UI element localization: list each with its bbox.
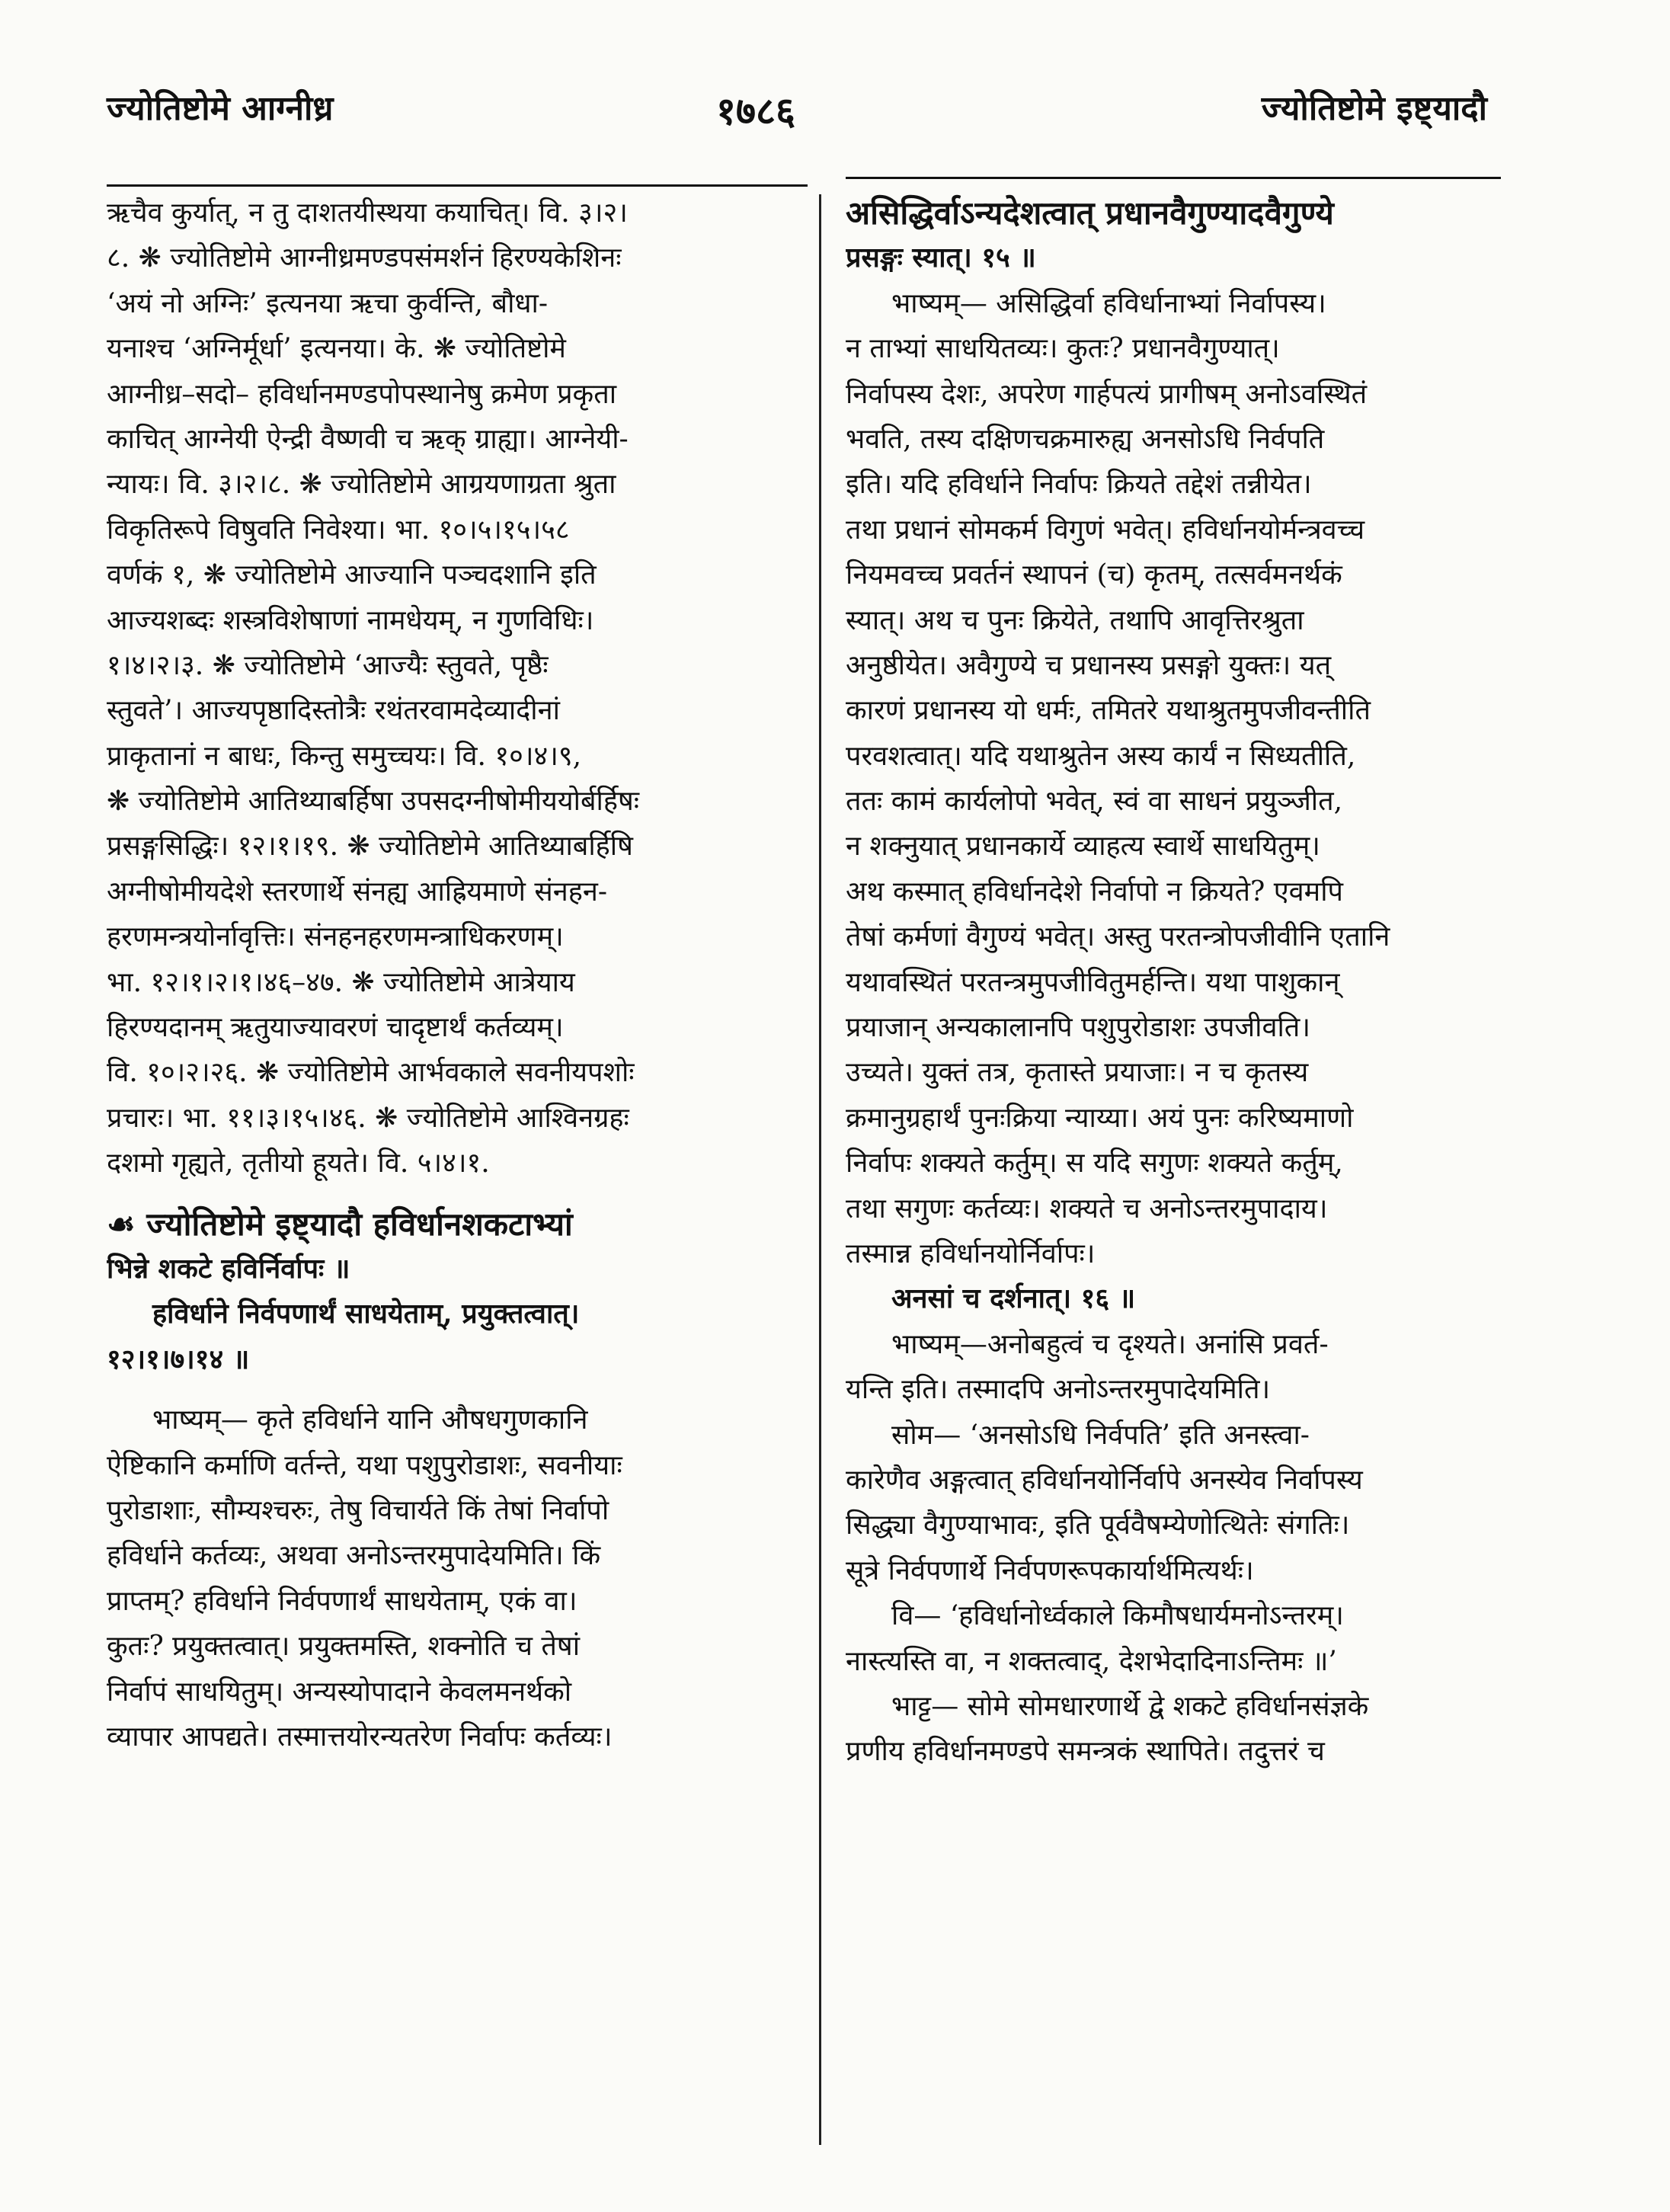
text-line: प्रचारः। भा. ११।३।१५।४६. ❋ ज्योतिष्टोमे आश्विनग्रहः xyxy=(107,1102,629,1134)
text-line: भवति, तस्य दक्षिणचक्रमारुह्य अनसोऽधि निर्वपति xyxy=(846,423,1325,455)
text-line: नास्त्यस्ति वा, न शक्तत्वाद्, देशभेदादिनाऽन्तिमः ॥’ xyxy=(846,1645,1337,1677)
text-line: काचित् आग्नेयी ऐन्द्री वैष्णवी च ऋक् ग्राह्या। आग्नेयी- xyxy=(107,423,629,455)
bhashya-14 xyxy=(107,1397,800,1759)
text-line: पुरोडाशाः, सौम्यश्चरुः, तेषु विचार्यते किं तेषां निर्वापो xyxy=(107,1494,609,1526)
text-line: दशमो गृह्यते, तृतीयो हूयते। वि. ५।४।१. xyxy=(107,1148,490,1180)
text-line: अनुष्ठीयेत। अवैगुण्ये च प्रधानस्य प्रसङ्गो युक्तः। यत् xyxy=(846,649,1332,681)
text-line: ८. ❋ ज्योतिष्टोमे आग्नीध्रमण्डपसंमर्शनं हिरण्यकेशिनः xyxy=(107,242,622,274)
heading-line: ☙ ज्योतिष्टोमे इष्ट्यादौ हविर्धानशकटाभ्यां xyxy=(107,1205,573,1243)
section-heading xyxy=(107,1202,800,1292)
text-line: स्यात्। अथ च पुनः क्रियेते, तथापि आवृत्तिरश्रुता xyxy=(846,604,1304,636)
spacer xyxy=(107,1186,800,1202)
text-line: तेषां कर्मणां वैगुण्यं भवेत्। अस्तु परतन्त्रोपजीवीनि एतानि xyxy=(846,921,1390,953)
text-line: तस्मान्न हविर्धानयोर्निर्वापः। xyxy=(846,1237,1096,1269)
heading-line: भिन्ने शकटे हविर्निर्वापः ॥ xyxy=(107,1252,350,1285)
vi-verse xyxy=(846,1593,1524,1684)
text-line: आज्यशब्दः शस्त्रविशेषाणां नामधेयम्, न गुणविधिः। xyxy=(107,604,594,636)
text-line: कुतः? प्रयुक्तत्वात्। प्रयुक्तमस्ति, शक्नोति च तेषां xyxy=(107,1631,581,1663)
column-divider xyxy=(819,194,821,2145)
text-line: ततः कामं कार्यलोपो भवेत्, स्वं वा साधनं प्रयुञ्जीत, xyxy=(846,786,1343,818)
bhatta-commentary xyxy=(846,1684,1524,1775)
text-line: हरणमन्त्रयोर्नावृत्तिः। संनहनहरणमन्त्राधिकरणम्। xyxy=(107,921,564,953)
text-line: प्रसङ्गसिद्धिः। १२।१।१९. ❋ ज्योतिष्टोमे आतिथ्याबर्हिषि xyxy=(107,831,633,863)
text-line: कारणं प्रधानस्य यो धर्मः, तमितरे यथाश्रुतमुपजीवन्तीति xyxy=(846,695,1371,727)
index-entries xyxy=(107,190,800,1186)
text-line: निर्वापस्य देशः, अपरेण गार्हपत्यं प्रागीषम् अनोऽवस्थितं xyxy=(846,378,1368,410)
text-line: प्रणीय हविर्धानमण्डपे समन्त्रकं स्थापिते। तदुत्तरं च xyxy=(846,1736,1325,1768)
text-line: तथा सगुणः कर्तव्यः। शक्यते च अनोऽन्तरमुपादाय। xyxy=(846,1192,1328,1224)
text-line: अग्नीषोमीयदेशे स्तरणार्थे संनह्य आह्रियमाणे संनहन- xyxy=(107,876,607,908)
sutra-line: अनसां च दर्शनात्। १६ ॥ xyxy=(891,1282,1136,1315)
text-line: भा. १२।१।२।१।४६–४७. ❋ ज्योतिष्टोमे आत्रेयाय xyxy=(107,966,575,998)
bhashya-16 xyxy=(846,1322,1524,1413)
text-line: न ताभ्यां साधयितव्यः। कुतः? प्रधानवैगुण्यात्। xyxy=(846,333,1280,365)
text-line: ❋ ज्योतिष्टोमे आतिथ्याबर्हिषा उपसदग्नीषोमीययोर्बर्हिषः xyxy=(107,786,640,818)
text-line: उच्यते। युक्तं तत्र, कृतास्ते प्रयाजाः। न च कृतस्य xyxy=(846,1057,1309,1089)
sutra-14 xyxy=(107,1292,800,1382)
text-line: वि— ‘हविर्धानोर्ध्वकाले किमौषधार्यमनोऽन्तरम्। xyxy=(891,1600,1344,1632)
text-line: क्रमानुग्रहार्थं पुनःक्रिया न्याय्या। अयं पुनः करिष्यमाणो xyxy=(846,1102,1354,1134)
page-number: १७८६ xyxy=(716,88,795,133)
text-line: ऐष्टिकानि कर्माणि वर्तन्ते, यथा पशुपुरोडाशः, सवनीयाः xyxy=(107,1449,622,1481)
text-line: भाट्ट— सोमे सोमधारणार्थे द्वे शकटे हविर्धानसंज्ञके xyxy=(891,1690,1369,1722)
text-line: अथ कस्मात् हविर्धानदेशे निर्वापो न क्रियते? एवमपि xyxy=(846,876,1343,908)
sutra-16 xyxy=(846,1276,1524,1321)
text-line: वि. १०।२।२६. ❋ ज्योतिष्टोमे आर्भवकाले सवनीयपशोः xyxy=(107,1057,635,1089)
text-line: आग्नीध्र–सदो– हविर्धानमण्डपोपस्थानेषु क्रमेण प्रकृता xyxy=(107,378,617,410)
text-line: हविर्धाने कर्तव्यः, अथवा अनोऽन्तरमुपादेयमिति। किं xyxy=(107,1540,601,1572)
text-line: सोम— ‘अनसोऽधि निर्वपति’ इति अनस्त्वा- xyxy=(891,1419,1310,1451)
text-line: सूत्रे निर्वपणार्थे निर्वपणरूपकार्यार्थमित्यर्थः। xyxy=(846,1554,1254,1586)
sutra-line: प्रसङ्गः स्यात्। १५ ॥ xyxy=(846,242,1036,274)
sutra-line: हविर्धाने निर्वपणार्थं साधयेताम्, प्रयुक्तत्वात्। xyxy=(152,1298,580,1330)
text-line: प्राप्तम्? हविर्धाने निर्वपणार्थं साधयेताम्, एकं वा। xyxy=(107,1585,577,1617)
text-line: भाष्यम्—अनोबहुत्वं च दृश्यते। अनांसि प्रवर्त- xyxy=(891,1328,1329,1360)
text-line: न शक्नुयात् प्रधानकार्ये व्याहत्य स्वार्थे साधयितुम्। xyxy=(846,831,1320,863)
bhashya-15 xyxy=(846,281,1524,1277)
text-line: यथावस्थितं परतन्त्रमुपजीवितुमर्हन्ति। यथा पाशुकान् xyxy=(846,966,1340,998)
header-rule-left xyxy=(107,184,808,187)
running-head-right: ज्योतिष्टोमे इष्ट्यादौ xyxy=(1261,89,1487,128)
running-head-left: ज्योतिष्टोमे आग्नीध्र xyxy=(107,89,334,128)
text-line: हिरण्यदानम् ऋतुयाज्यावरणं चादृष्टार्थं कर्तव्यम्। xyxy=(107,1012,564,1044)
text-line: भाष्यम्— असिद्धिर्वा हविर्धानाभ्यां निर्वापस्य। xyxy=(891,287,1326,319)
text-line: स्तुवते’। आज्यपृष्ठादिस्तोत्रैः रथंतरवामदेव्यादीनां xyxy=(107,695,560,727)
text-line: सिद्ध्या वैगुण्याभावः, इति पूर्ववैषम्येणोत्थितेः संगतिः। xyxy=(846,1509,1350,1541)
text-line: न्यायः। वि. ३।२।८. ❋ ज्योतिष्टोमे आग्रयणाग्रता श्रुता xyxy=(107,469,616,501)
spacer xyxy=(107,1382,800,1397)
text-line: यनाश्च ‘अग्निर्मूर्धा’ इत्यनया। के. ❋ ज्योतिष्टोमे xyxy=(107,333,566,365)
text-line: कारेणैव अङ्गत्वात् हविर्धानयोर्निर्वापे अनस्येव निर्वापस्य xyxy=(846,1464,1363,1496)
text-line: विकृतिरूपे विषुवति निवेश्या। भा. १०।५।१५।५८ xyxy=(107,514,570,546)
left-column xyxy=(107,190,800,1759)
sutra-15 xyxy=(846,190,1524,281)
text-line: ऋचैव कुर्यात्, न तु दाशतयीस्थया कयाचित्। वि. ३।२। xyxy=(107,197,628,229)
text-line: वर्णकं १, ❋ ज्योतिष्टोमे आज्यानि पञ्चदशानि इति xyxy=(107,559,597,591)
text-line: व्यापार आपद्यते। तस्मात्तयोरन्यतरेण निर्वापः कर्तव्यः। xyxy=(107,1721,613,1753)
text-line: १।४।२।३. ❋ ज्योतिष्टोमे ‘आज्यैः स्तुवते, पृष्ठैः xyxy=(107,649,549,681)
text-line: नियमवच्च प्रवर्तनं स्थापनं (च) कृतम्, तत्सर्वमनर्थकं xyxy=(846,559,1342,591)
text-line: परवशत्वात्। यदि यथाश्रुतेन अस्य कार्यं न सिध्यतीति, xyxy=(846,740,1356,772)
soma-commentary xyxy=(846,1413,1524,1594)
text-line: यन्ति इति। तस्मादपि अनोऽन्तरमुपादेयमिति। xyxy=(846,1374,1271,1406)
right-column xyxy=(846,190,1524,1775)
sutra-line: १२।१।७।१४ ॥ xyxy=(107,1343,250,1375)
header-rule-right xyxy=(846,177,1501,179)
text-line: प्रयाजान् अन्यकालानपि पशुपुरोडाशः उपजीवति। xyxy=(846,1012,1310,1044)
text-line: निर्वापं साधयितुम्। अन्यस्योपादाने केवलमनर्थको xyxy=(107,1676,572,1708)
text-line: ‘अयं नो अग्निः’ इत्यनया ऋचा कुर्वन्ति, बौधा- xyxy=(107,287,549,319)
text-line: निर्वापः शक्यते कर्तुम्। स यदि सगुणः शक्यते कर्तुम्, xyxy=(846,1148,1343,1180)
text-line: तथा प्रधानं सोमकर्म विगुणं भवेत्। हविर्धानयोर्मन्त्रवच्च xyxy=(846,514,1365,546)
sutra-line: असिद्धिर्वाऽन्यदेशत्वात् प्रधानवैगुण्यादवैगुण्ये xyxy=(846,194,1334,232)
text-line: भाष्यम्— कृते हविर्धाने यानि औषधगुणकानि xyxy=(152,1404,588,1436)
text-line: प्राकृतानां न बाधः, किन्तु समुच्चयः। वि. १०।४।९, xyxy=(107,740,582,772)
text-line: इति। यदि हविर्धाने निर्वापः क्रियते तद्देशं तन्नीयेत। xyxy=(846,469,1312,501)
